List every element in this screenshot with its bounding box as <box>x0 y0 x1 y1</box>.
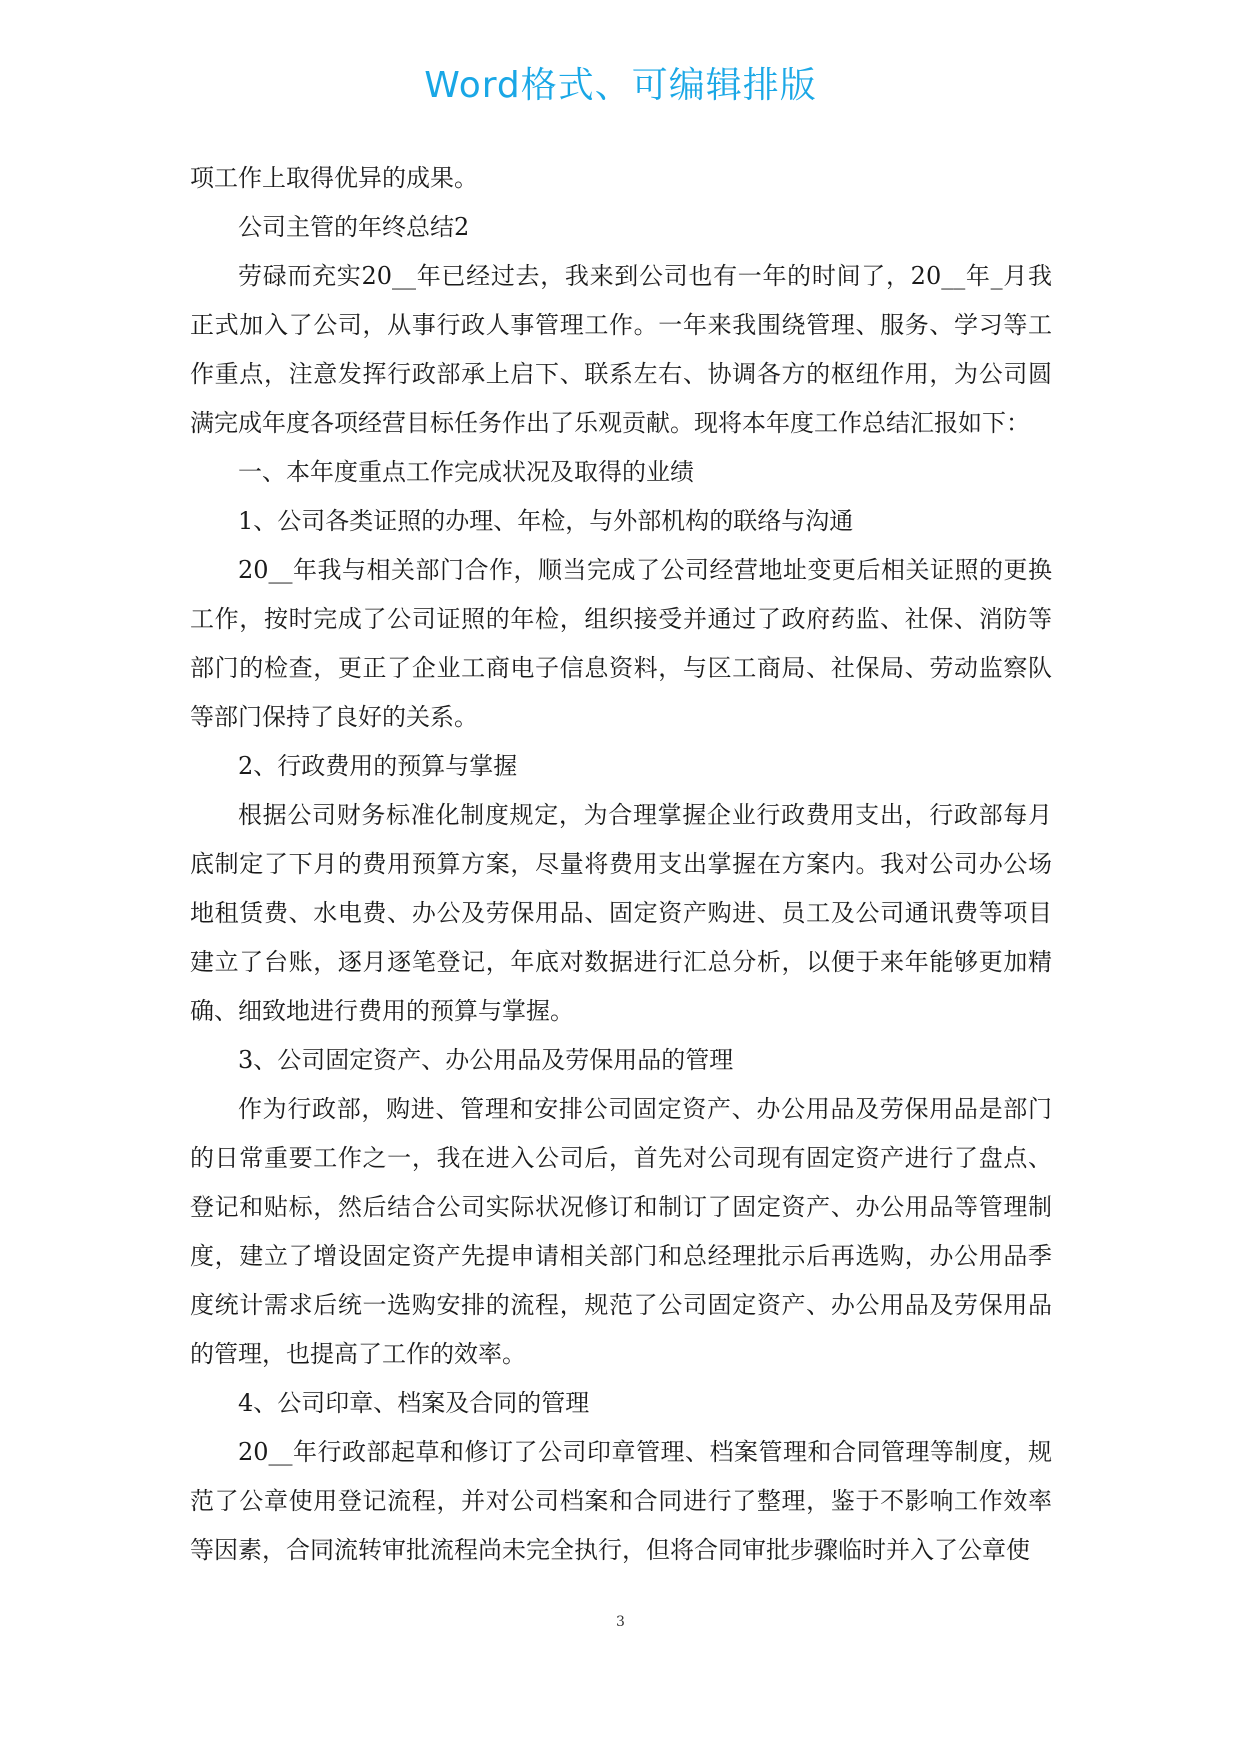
header-title: Word格式、可编辑排版 <box>424 65 817 106</box>
section-title: 公司主管的年终总结2 <box>238 213 470 241</box>
heading-level-1: 一、本年度重点工作完成状况及取得的业绩 <box>238 458 694 486</box>
heading-level-2: 2、行政费用的预算与掌握 <box>238 752 518 780</box>
paragraph: 20__年行政部起草和修订了公司印章管理、档案管理和合同管理等制度，规范了公章使用登记流程，并对公司档案和合同进行了整理，鉴于不影响工作效率等因素，合同流转审批流程尚未完全执行，但将合同审批步骤临时并入了公章使 <box>190 1438 1052 1564</box>
paragraph: 项工作上取得优异的成果。 <box>190 164 478 192</box>
document-body <box>190 154 1052 1575</box>
paragraph: 根据公司财务标准化制度规定，为合理掌握企业行政费用支出，行政部每月底制定了下月的费用预算方案，尽量将费用支出掌握在方案内。我对公司办公场地租赁费、水电费、办公及劳保用品、固定资产购进、员工及公司通讯费等项目建立了台账，逐月逐笔登记，年底对数据进行汇总分析，以便于来年能够更加精确、细致地进行费用的预算与掌握。 <box>190 801 1052 1025</box>
heading-level-2: 4、公司印章、档案及合同的管理 <box>238 1389 590 1417</box>
paragraph: 劳碌而充实20__年已经过去，我来到公司也有一年的时间了，20__年_月我正式加入了公司，从事行政人事管理工作。一年来我围绕管理、服务、学习等工作重点，注意发挥行政部承上启下、联系左右、协调各方的枢纽作用，为公司圆满完成年度各项经营目标任务作出了乐观贡献。现将本年度工作总结汇报如下： <box>190 262 1052 437</box>
paragraph: 20__年我与相关部门合作，顺当完成了公司经营地址变更后相关证照的更换工作，按时完成了公司证照的年检，组织接受并通过了政府药监、社保、消防等部门的检查，更正了企业工商电子信息资料，与区工商局、社保局、劳动监察队等部门保持了良好的关系。 <box>190 556 1052 731</box>
page-number: 3 <box>616 1614 625 1630</box>
paragraph: 作为行政部，购进、管理和安排公司固定资产、办公用品及劳保用品是部门的日常重要工作之一，我在进入公司后，首先对公司现有固定资产进行了盘点、登记和贴标，然后结合公司实际状况修订和制订了固定资产、办公用品等管理制度，建立了增设固定资产先提申请相关部门和总经理批示后再选购，办公用品季度统计需求后统一选购安排的流程，规范了公司固定资产、办公用品及劳保用品的管理，也提高了工作的效率。 <box>190 1095 1052 1368</box>
heading-level-2: 3、公司固定资产、办公用品及劳保用品的管理 <box>238 1046 734 1074</box>
heading-level-2: 1、公司各类证照的办理、年检，与外部机构的联络与沟通 <box>238 507 854 535</box>
